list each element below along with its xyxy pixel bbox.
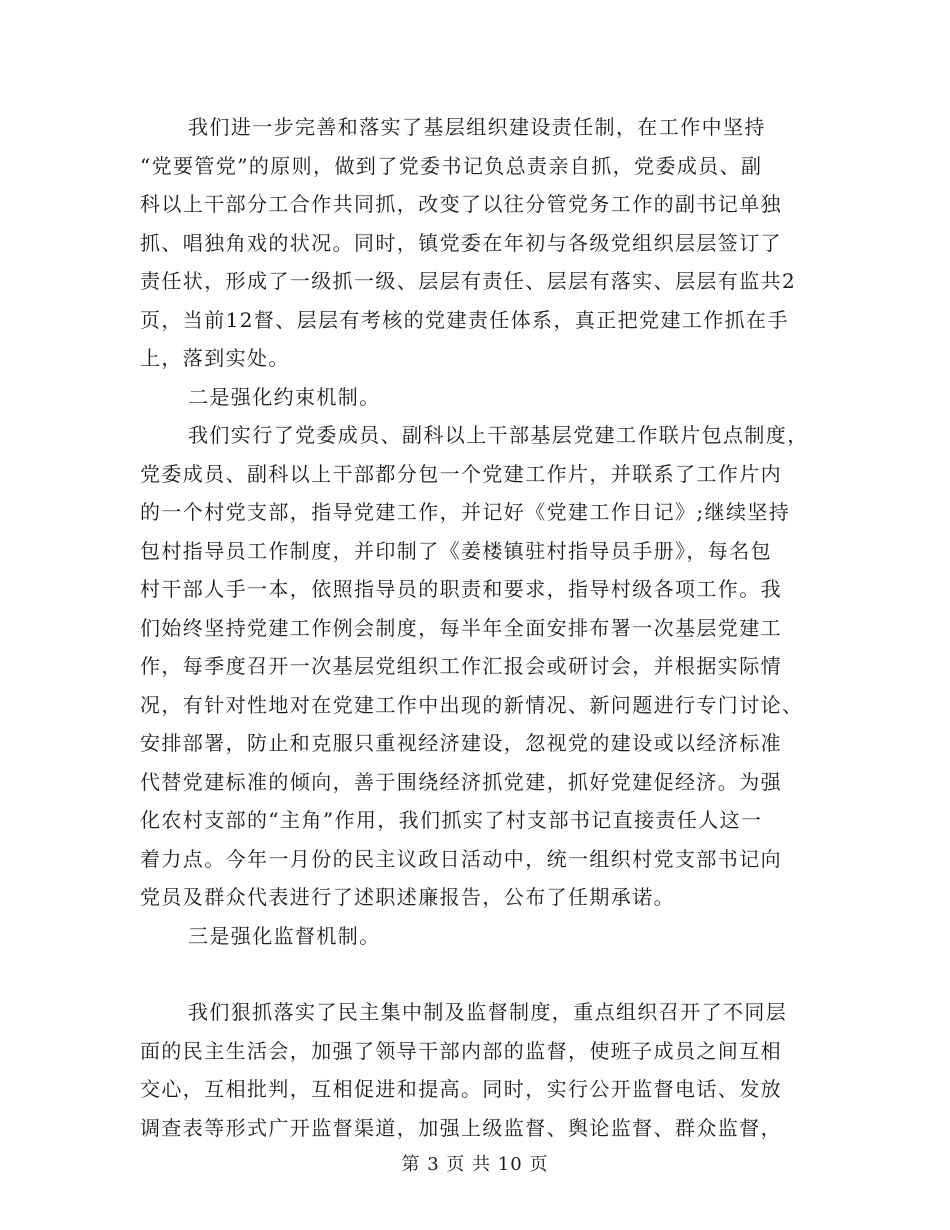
paragraph-line: 面的民主生活会，加强了领导干部内部的监督，使班子成员之间互相: [140, 1038, 782, 1063]
paragraph-line: 党员及群众代表进行了述职述廉报告，公布了任期承诺。: [140, 885, 675, 909]
paragraph-line: 化农村支部的“主角”作用，我们抓实了村支部书记直接责任人这一: [140, 808, 763, 832]
paragraph-spacer: [140, 955, 812, 993]
paragraph-line: “党要管党”的原则，做到了党委书记负总责亲自抓，党委成员、副: [140, 153, 763, 178]
paragraph-line: 的一个村党支部，指导党建工作，并记好《党建工作日记》;继续坚持: [140, 500, 791, 524]
paragraph-line: 上，落到实处。: [140, 346, 290, 370]
paragraph-line: 我们狠抓落实了民主集中制及监督制度，重点组织召开了不同层: [188, 1000, 788, 1024]
paragraph-line: 我们进一步完善和落实了基层组织建设责任制，在工作中坚持: [188, 115, 766, 139]
section-heading: 三是强化监督机制。: [188, 923, 381, 948]
section-heading: 二是强化约束机制。: [188, 384, 381, 409]
document-body: [140, 108, 812, 1147]
paragraph-line: 责任状，形成了一级抓一级、层层有责任、层层有落实、层层有监共2: [140, 269, 797, 293]
paragraph-line: 安排部署，防止和克服只重视经济建设，忽视党的建设或以经济标准: [140, 731, 782, 755]
paragraph-line: 况，有针对性地对在党建工作中出现的新情况、新问题进行专门讨论、: [140, 692, 804, 717]
paragraph-line: 着力点。今年一月份的民主议政日活动中，统一组织村党支部书记向: [140, 846, 782, 871]
paragraph-line: 包村指导员工作制度，并印制了《姜楼镇驻村指导员手册》，每名包: [140, 538, 772, 563]
paragraph-line: 我们实行了党委成员、副科以上干部基层党建工作联片包点制度，: [188, 423, 809, 447]
paragraph-line: 党委成员、副科以上干部都分包一个党建工作片，并联系了工作片内: [140, 461, 782, 486]
paragraph-line: 科以上干部分工合作共同抓，改变了以往分管党务工作的副书记单独: [140, 192, 782, 216]
paragraph-line: 代替党建标准的倾向，善于围绕经济抓党建，抓好党建促经济。为强: [140, 769, 782, 794]
paragraph-line: 交心，互相批判，互相促进和提高。同时，实行公开监督电话、发放: [140, 1077, 782, 1101]
page-number-footer: 第 3 页 共 10 页: [401, 1154, 549, 1175]
paragraph-line: 页，当前12督、层层有考核的党建责任体系，真正把党建工作抓在手: [140, 307, 789, 332]
paragraph-line: 村干部人手一本，依照指导员的职责和要求，指导村级各项工作。我: [140, 577, 782, 601]
paragraph-line: 抓、唱独角戏的状况。同时，镇党委在年初与各级党组织层层签订了: [140, 230, 782, 255]
paragraph-line: 作，每季度召开一次基层党组织工作汇报会或研讨会，并根据实际情: [140, 654, 782, 678]
paragraph-line: 们始终坚持党建工作例会制度，每半年全面安排布署一次基层党建工: [140, 615, 782, 640]
paragraph-line: 调查表等形式广开监督渠道，加强上级监督、舆论监督、群众监督，: [140, 1115, 782, 1140]
